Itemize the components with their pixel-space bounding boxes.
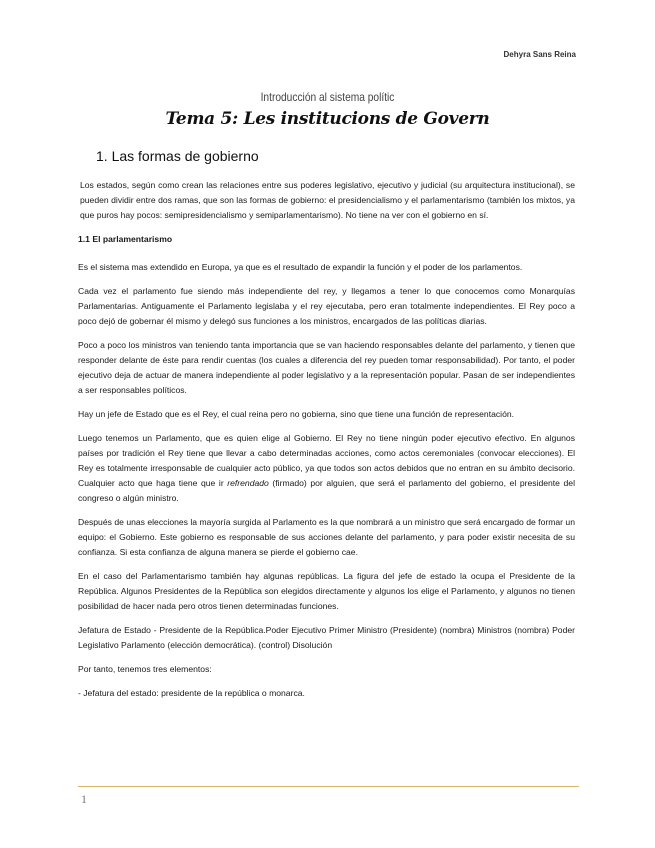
- document-body: [78, 178, 575, 710]
- page-number: 1: [81, 792, 87, 806]
- footer-rule: [78, 786, 579, 787]
- list-item: - Jefatura del estado: presidente de la república o monarca.: [78, 688, 305, 698]
- author-name: Dehyra Sans Reina: [503, 50, 576, 59]
- paragraph-text: (firmado) por alguien, que será el parlamento del gobierno, el presidente del congreso o algún ministro.: [78, 478, 575, 503]
- paragraph-text: Luego tenemos un Parlamento, que es quien elige al Gobierno. El Rey no tiene ningún poder ejecutivo efectivo. En algunos países por tradición el Rey tiene que llevar a cabo determinadas acciones, como actos ceremoniales (convocar elecciones). El Rey es totalmente irresponsable de cualquier acto público, ya que todos son actos debidos que no entran en su ámbito decisorio. Cualquier acto que haga tiene que ir: [78, 433, 575, 488]
- paragraph-intro: Los estados, según como crean las relaciones entre sus poderes legislativo, ejecutivo y judicial (su arquitectura institucional), se pueden dividir entre dos ramas, que son las formas de gobierno: el presidencialismo y el parlamentarismo (también los mixtos, ya que puros hay pocos: semipresidencialismo y semiparlamentarismo). No tiene na ver con el gobierno en sí.: [80, 180, 575, 220]
- document-title: Tema 5: Les institucions de Govern: [165, 109, 490, 129]
- paragraph: En el caso del Parlamentarismo también hay algunas repúblicas. La figura del jefe de estado la ocupa el Presidente de la República. Algunos Presidentes de la República son elegidos directamente y algunos los elige el Parlamento, y algunos no tienen posibilidad de hacer nada pero otros tienen determinadas funciones.: [78, 571, 575, 611]
- paragraph: Es el sistema mas extendido en Europa, ya que es el resultado de expandir la función y el poder de los parlamentos.: [78, 262, 523, 272]
- subsection-heading: 1.1 El parlamentarismo: [78, 234, 173, 244]
- paragraph: Por tanto, tenemos tres elementos:: [78, 664, 212, 674]
- section-heading: 1. Las formas de gobierno: [96, 148, 259, 164]
- paragraph: Poco a poco los ministros van teniendo tanta importancia que se van haciendo responsables delante del parlamento, y tienen que responder delante de éste para rendir cuentas (los cuales a diferencia del rey pueden tomar responsabilidad). Por tanto, el poder ejecutivo deja de actuar de manera independiente al poder legislativo y a la representación popular. Pasan de ser independientes a ser responsables políticos.: [78, 340, 575, 395]
- paragraph: Hay un jefe de Estado que es el Rey, el cual reina pero no gobierna, sino que tiene una función de representación.: [78, 409, 515, 419]
- paragraph: Jefatura de Estado - Presidente de la República.Poder Ejecutivo Primer Ministro (Presidente) (nombra) Ministros (nombra) Poder Legislativo Parlamento (elección democrática). (control) Disolución: [78, 625, 575, 650]
- emphasized-term: refrendado: [227, 478, 269, 488]
- document-subtitle: Introducción al sistema polític: [260, 90, 395, 104]
- paragraph: Cada vez el parlamento fue siendo más independiente del rey, y llegamos a tener lo que conocemos como Monarquías Parlamentarias. Antiguamente el Parlamento legislaba y el rey ejecutaba, pero eran totalmente independientes. El Rey poco a poco dejó de gobernar él mismo y delegó sus funciones a los ministros, encargados de las políticas diarias.: [78, 286, 575, 326]
- paragraph: [78, 431, 575, 506]
- paragraph: Después de unas elecciones la mayoría surgida al Parlamento es la que nombrará a un ministro que será encargado de formar un equipo: el Gobierno. Este gobierno es responsable de sus acciones delante del parlamento, y para poder existir necesita de su confianza. Si esta confianza de alguna manera se pierde el gobierno cae.: [78, 517, 575, 557]
